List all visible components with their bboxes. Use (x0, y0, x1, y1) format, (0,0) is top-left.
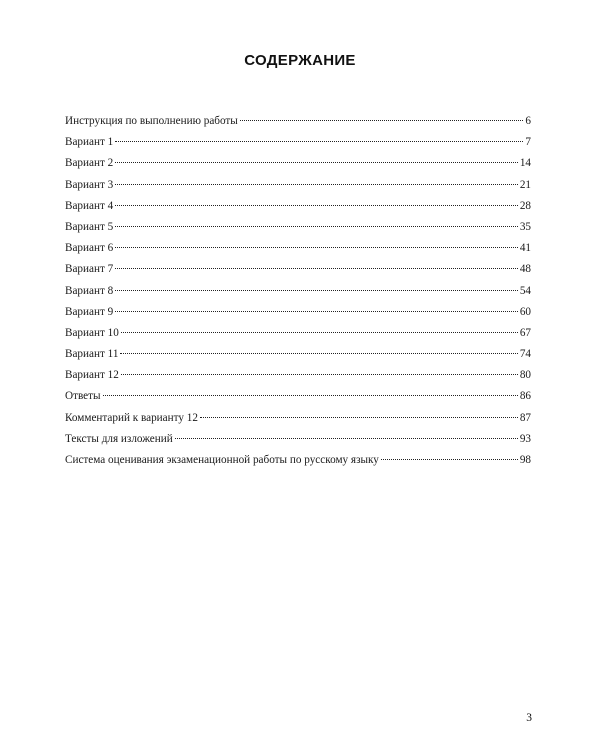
toc-entry (65, 450, 531, 471)
toc-dot-leader (115, 247, 518, 248)
toc-dot-leader (120, 353, 517, 354)
toc-entry-page: 7 (525, 136, 531, 149)
toc-dot-leader (175, 438, 518, 439)
toc-entry-page: 6 (525, 115, 531, 127)
toc-entry (65, 238, 531, 259)
toc-entry-page: 28 (519, 199, 531, 212)
toc-entry-page: 14 (519, 157, 531, 170)
toc-entry-label: Тексты для изложений (65, 432, 173, 445)
toc-dot-leader (115, 205, 518, 206)
toc-entry (65, 429, 531, 450)
toc-entry (65, 111, 531, 132)
toc-entry-page: 74 (519, 348, 531, 361)
toc-dot-leader (115, 268, 518, 269)
table-of-contents (65, 111, 531, 471)
toc-dot-leader (115, 184, 518, 185)
toc-entry-label: Вариант 7 (65, 263, 114, 276)
toc-entry-label: Вариант 10 (65, 326, 119, 339)
toc-entry (65, 365, 531, 386)
toc-dot-leader (115, 141, 523, 142)
toc-entry-page: 67 (519, 326, 531, 339)
toc-entry-label: Вариант 9 (65, 305, 114, 318)
toc-dot-leader (115, 162, 518, 163)
toc-entry-label: Вариант 8 (65, 284, 114, 297)
toc-entry (65, 302, 531, 323)
toc-dot-leader (115, 226, 518, 227)
toc-entry-page: 87 (519, 411, 531, 424)
toc-entry (65, 175, 531, 196)
toc-entry-page: 21 (519, 178, 531, 191)
page-title: СОДЕРЖАНИЕ (244, 52, 356, 69)
toc-entry-label: Система оценивания экзаменационной работы по русскому языку (65, 454, 379, 466)
toc-entry-page: 54 (519, 284, 531, 297)
toc-entry (65, 132, 531, 153)
toc-entry-label: Вариант 2 (65, 157, 114, 170)
toc-entry-page: 86 (519, 390, 531, 403)
toc-entry (65, 408, 531, 429)
toc-entry-page: 48 (519, 263, 531, 276)
toc-entry (65, 323, 531, 344)
page-number: 3 (526, 712, 532, 724)
toc-entry (65, 217, 531, 238)
toc-dot-leader (103, 395, 518, 396)
toc-dot-leader (200, 417, 518, 418)
toc-dot-leader (121, 374, 518, 375)
toc-dot-leader (240, 120, 524, 121)
toc-entry-page: 35 (519, 220, 531, 233)
toc-entry (65, 281, 531, 302)
toc-entry (65, 344, 531, 365)
toc-entry-label: Вариант 1 (65, 136, 114, 149)
toc-entry-label: Вариант 5 (65, 220, 114, 233)
toc-entry (65, 259, 531, 280)
toc-dot-leader (115, 311, 518, 312)
toc-entry-label: Вариант 6 (65, 242, 114, 255)
toc-entry (65, 196, 531, 217)
toc-dot-leader (381, 459, 518, 460)
toc-entry-label: Инструкция по выполнению работы (65, 115, 238, 127)
toc-entry-page: 98 (519, 454, 531, 466)
toc-dot-leader (121, 332, 518, 333)
toc-entry-label: Вариант 12 (65, 369, 119, 382)
toc-entry-page: 80 (519, 369, 531, 382)
toc-entry-page: 60 (519, 305, 531, 318)
toc-entry (65, 386, 531, 407)
toc-entry-label: Вариант 3 (65, 178, 114, 191)
toc-entry-page: 93 (519, 432, 531, 445)
toc-entry-label: Комментарий к варианту 12 (65, 411, 198, 424)
toc-entry-label: Вариант 11 (65, 348, 119, 361)
toc-entry-label: Вариант 4 (65, 199, 114, 212)
toc-dot-leader (115, 290, 518, 291)
toc-entry-label: Ответы (65, 390, 101, 403)
toc-entry-page: 41 (519, 242, 531, 255)
toc-entry (65, 153, 531, 174)
